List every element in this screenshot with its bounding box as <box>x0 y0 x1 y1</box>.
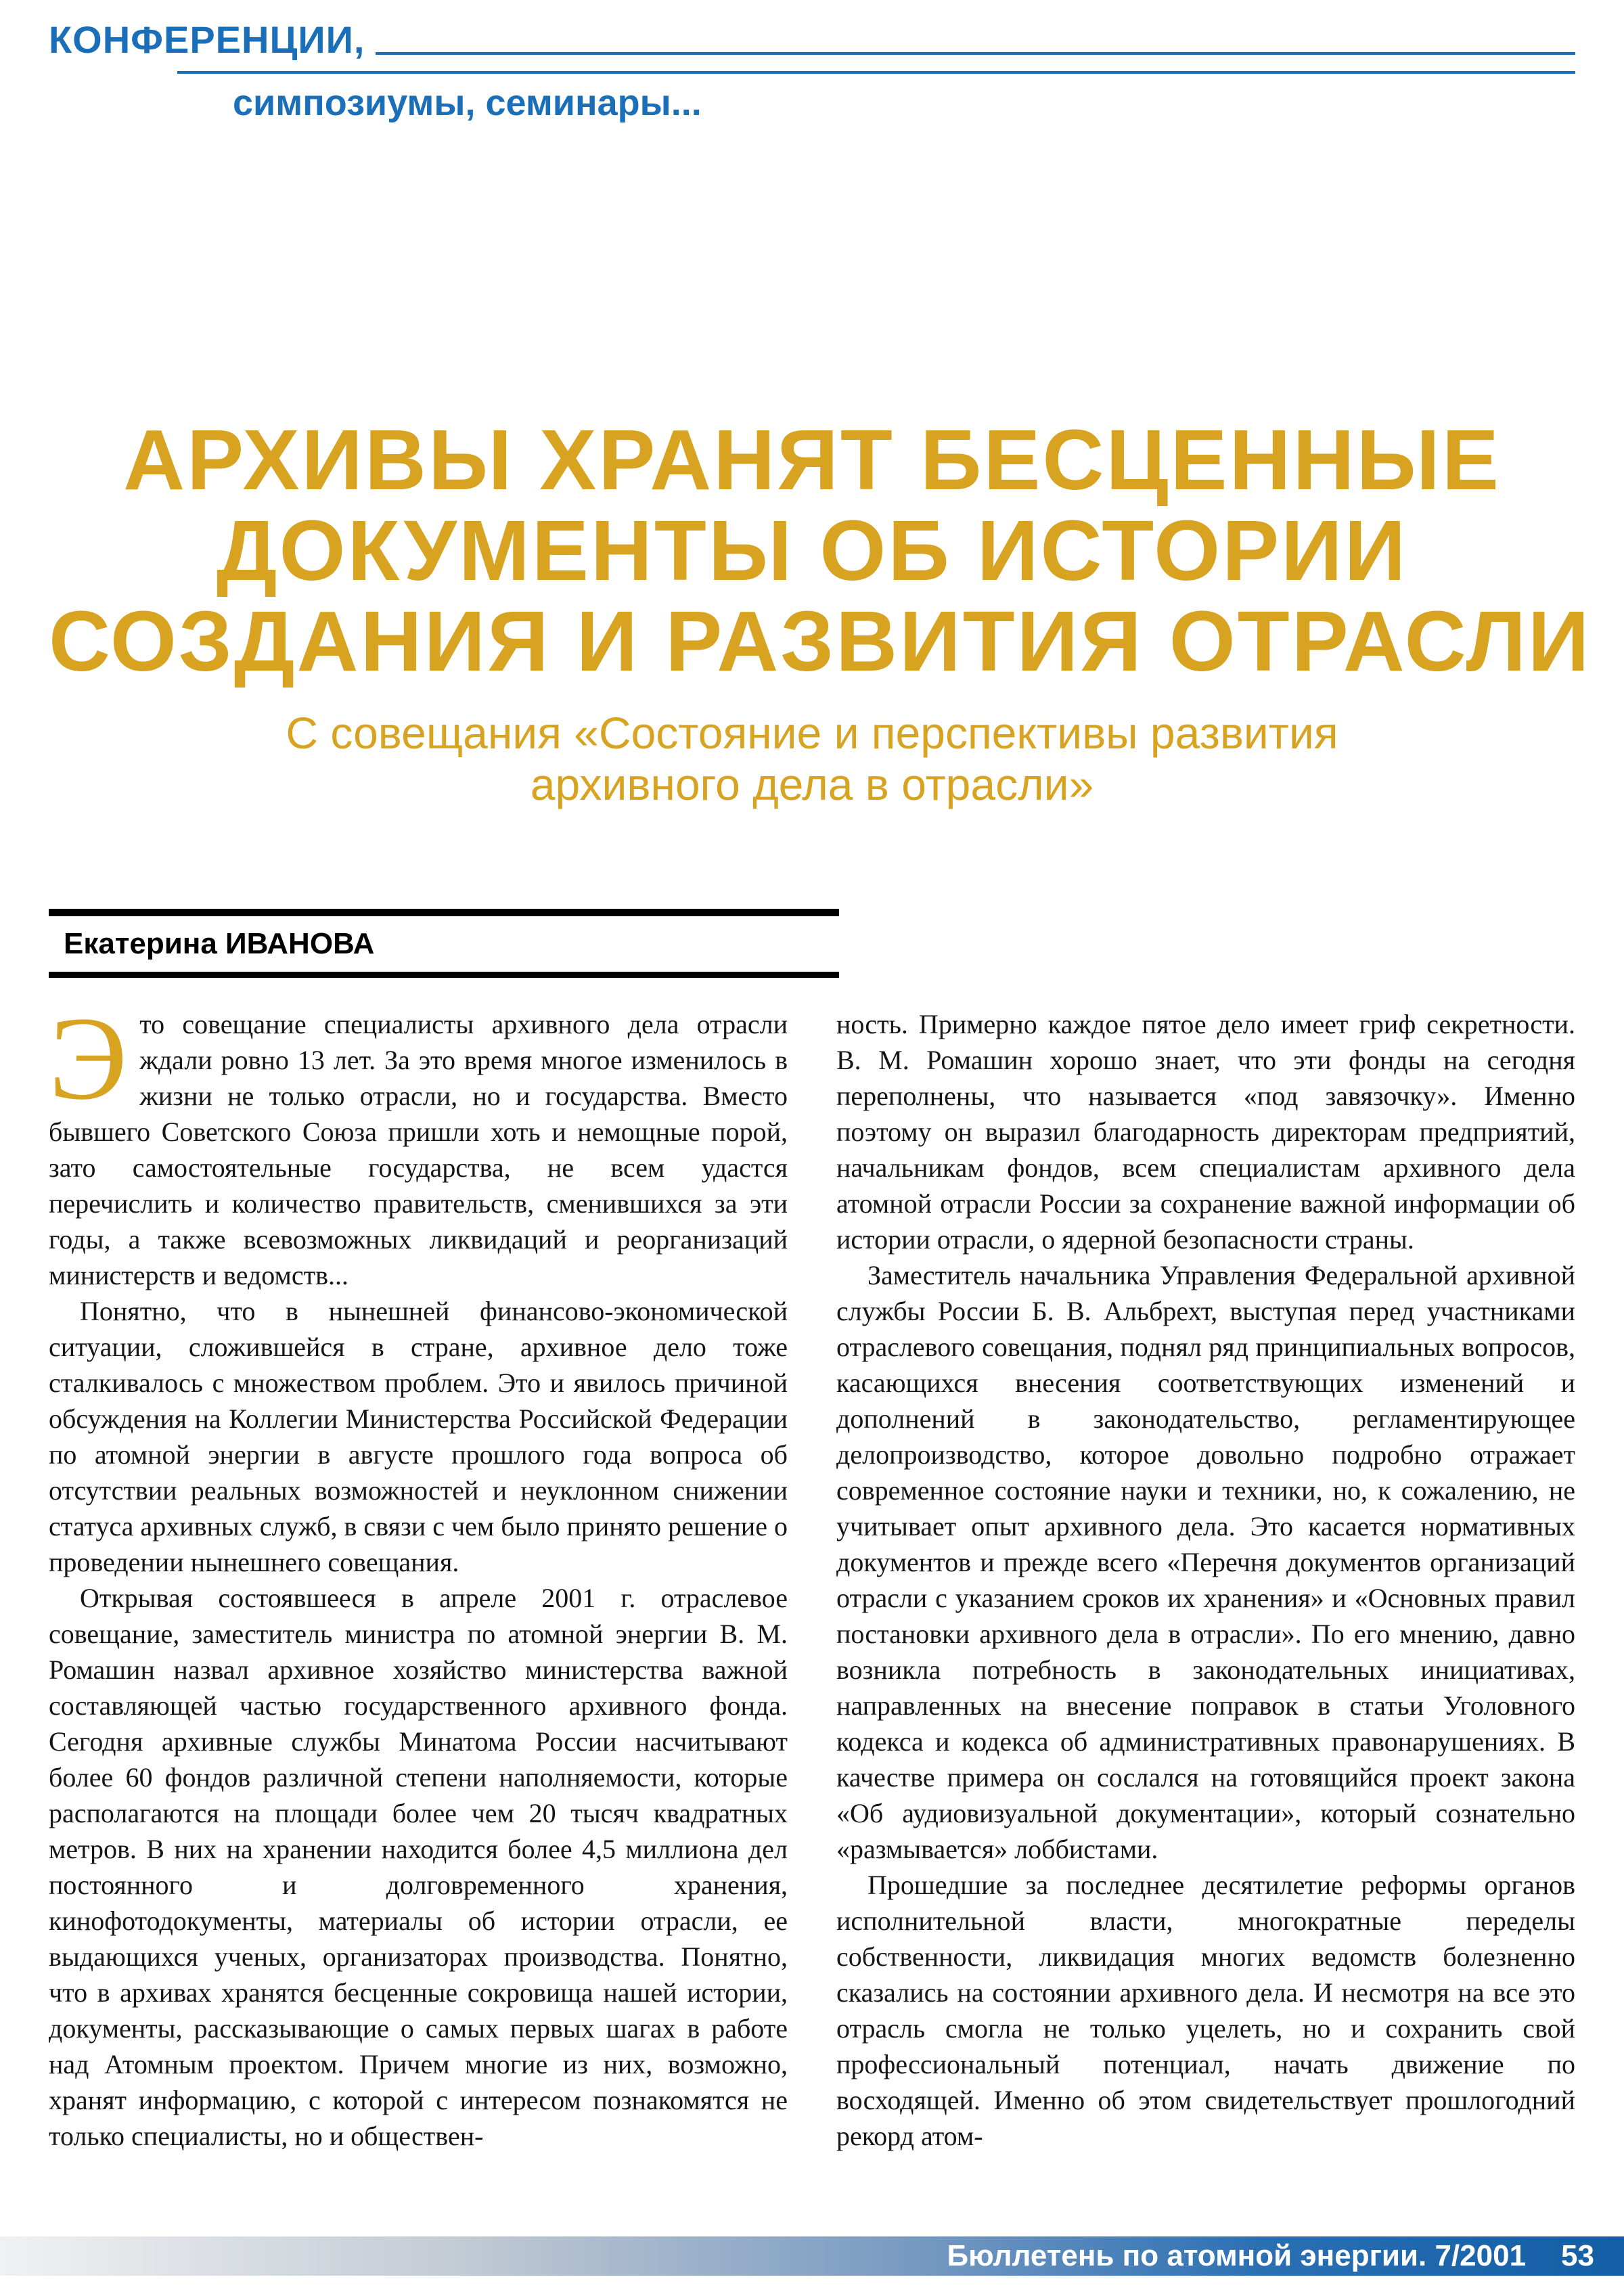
dropcap: Э <box>49 1006 128 1125</box>
journal-name: Бюллетень по атомной энергии. 7/2001 <box>947 2239 1527 2272</box>
paragraph: Открывая состоявшееся в апреле 2001 г. отраслевое совещание, заместитель министра по атомной энергии В. М. Ромашин назвал архивное хозяйство министерства важной составляющей частью государственного архивного фонда. Сегодня архивные службы Минатома России насчитывают более 60 фондов различной степени наполняемости, которые располагаются на площади более чем 20 тысяч квадратных метров. В них на хранении находится более 4,5 миллиона дел постоянного и долговременного хранения, кинофотодокументы, материалы об истории отрасли, ее выдающихся ученых, организаторах производства. Понятно, что в архивах хранятся бесценные сокровища нашей истории, документы, рассказывающие о самых первых шагах в работе над Атомным проектом. Причем многие из них, возможно, хранят информацию, с которой с интересом познакомятся не только специалисты, но и обществен- <box>49 1583 788 2151</box>
article-subtitle: С совещания «Состояние и перспективы развития архивного дела в отрасли» <box>286 708 1338 809</box>
title-line-1: АРХИВЫ ХРАНЯТ БЕСЦЕННЫЕ <box>123 412 1501 508</box>
footer-bar <box>0 2236 1624 2276</box>
author-byline: Екатерина ИВАНОВА <box>49 909 839 978</box>
right-column <box>836 1006 1575 2207</box>
section-kicker <box>49 0 1575 124</box>
paragraph: Прошедшие за последнее десятилетие реформы органов исполнительной власти, многократные переделы собственности, ликвидация многих ведомств болезненно сказались на состоянии архивного дела. И несмотря на все это отрасль смогла не только уцелеть, но и сохранить свой профессиональный потенциал, начать движение по восходящей. Именно об этом свидетельствует прошлогодний рекорд атом- <box>836 1870 1575 2151</box>
section-subtitle: симпозиумы, семинары... <box>233 83 702 123</box>
horizontal-rule <box>177 71 1575 74</box>
kicker-row-1 <box>49 18 1575 62</box>
article-body <box>49 1006 1575 2207</box>
left-column <box>49 1006 788 2207</box>
paragraph: Понятно, что в нынешней финансово-экономической ситуации, сложившейся в стране, архивное дело тоже сталкивалось с множеством проблем. Это и явилось причиной обсуждения на Коллегии Министерства Российской Федерации по атомной энергии в августе прошлого года вопроса об отсутствии реальных возможностей и неуклонном снижении статуса архивных служб, в связи с чем было принято решение о проведении нынешнего совещания. <box>49 1296 788 1577</box>
title-line-3: СОЗДАНИЯ И РАЗВИТИЯ ОТРАСЛИ <box>49 593 1592 689</box>
section-title: КОНФЕРЕНЦИИ, <box>49 18 365 61</box>
article-title <box>49 412 1592 810</box>
paragraph-text: то совещание специалисты архивного дела отрасли ждали ровно 13 лет. За это время многое изменилось в жизни не только отрасли, но и государства. Вместо бывшего Советского Союза пришли хоть и немощные порой, зато самостоятельные государства, не всем удастся перечислить и количество правительств, сменившихся за эти годы, а также всевозможных ликвидаций и реорганизаций министерств и ведомств... <box>49 1009 788 1290</box>
paragraph: ность. Примерно каждое пятое дело имеет гриф секретности. В. М. Ромашин хорошо знает, что эти фонды на сегодня переполнены, что называется «под завязочку». Именно поэтому он выразил благодарность директорам предприятий, начальникам фондов, всем специалистам архивного дела атомной отрасли России за сохранение важной информации об истории отрасли, о ядерной безопасности страны. <box>836 1009 1575 1255</box>
page-number: 53 <box>1561 2239 1594 2272</box>
paragraph <box>49 1006 788 1293</box>
paragraph: Заместитель начальника Управления Федеральной архивной службы России Б. В. Альбрехт, выступая перед участниками отраслевого совещания, поднял ряд принципиальных вопросов, касающихся внесения соответствующих изменений и дополнений в законодательство, регламентирующее делопроизводство, которое довольно подробно отражает современное состояние науки и техники, но, к сожалению, не учитывает опыт архивного дела. Это касается нормативных документов и прежде всего «Перечня документов организаций отрасли с указанием сроков их хранения» и «Основных правил постановки архивного дела в отрасли». По его мнению, давно возникла потребность в законодательных инициативах, направленных на внесение поправок в статьи Уголовного кодекса и кодекса об административных правонарушениях. В качестве примера он сослался на готовящийся проект закона «Об аудиовизуальной документации», который сознательно «размывается» лоббистами. <box>836 1260 1575 1864</box>
horizontal-rule <box>376 52 1575 55</box>
title-line-2: ДОКУМЕНТЫ ОБ ИСТОРИИ <box>216 503 1408 598</box>
